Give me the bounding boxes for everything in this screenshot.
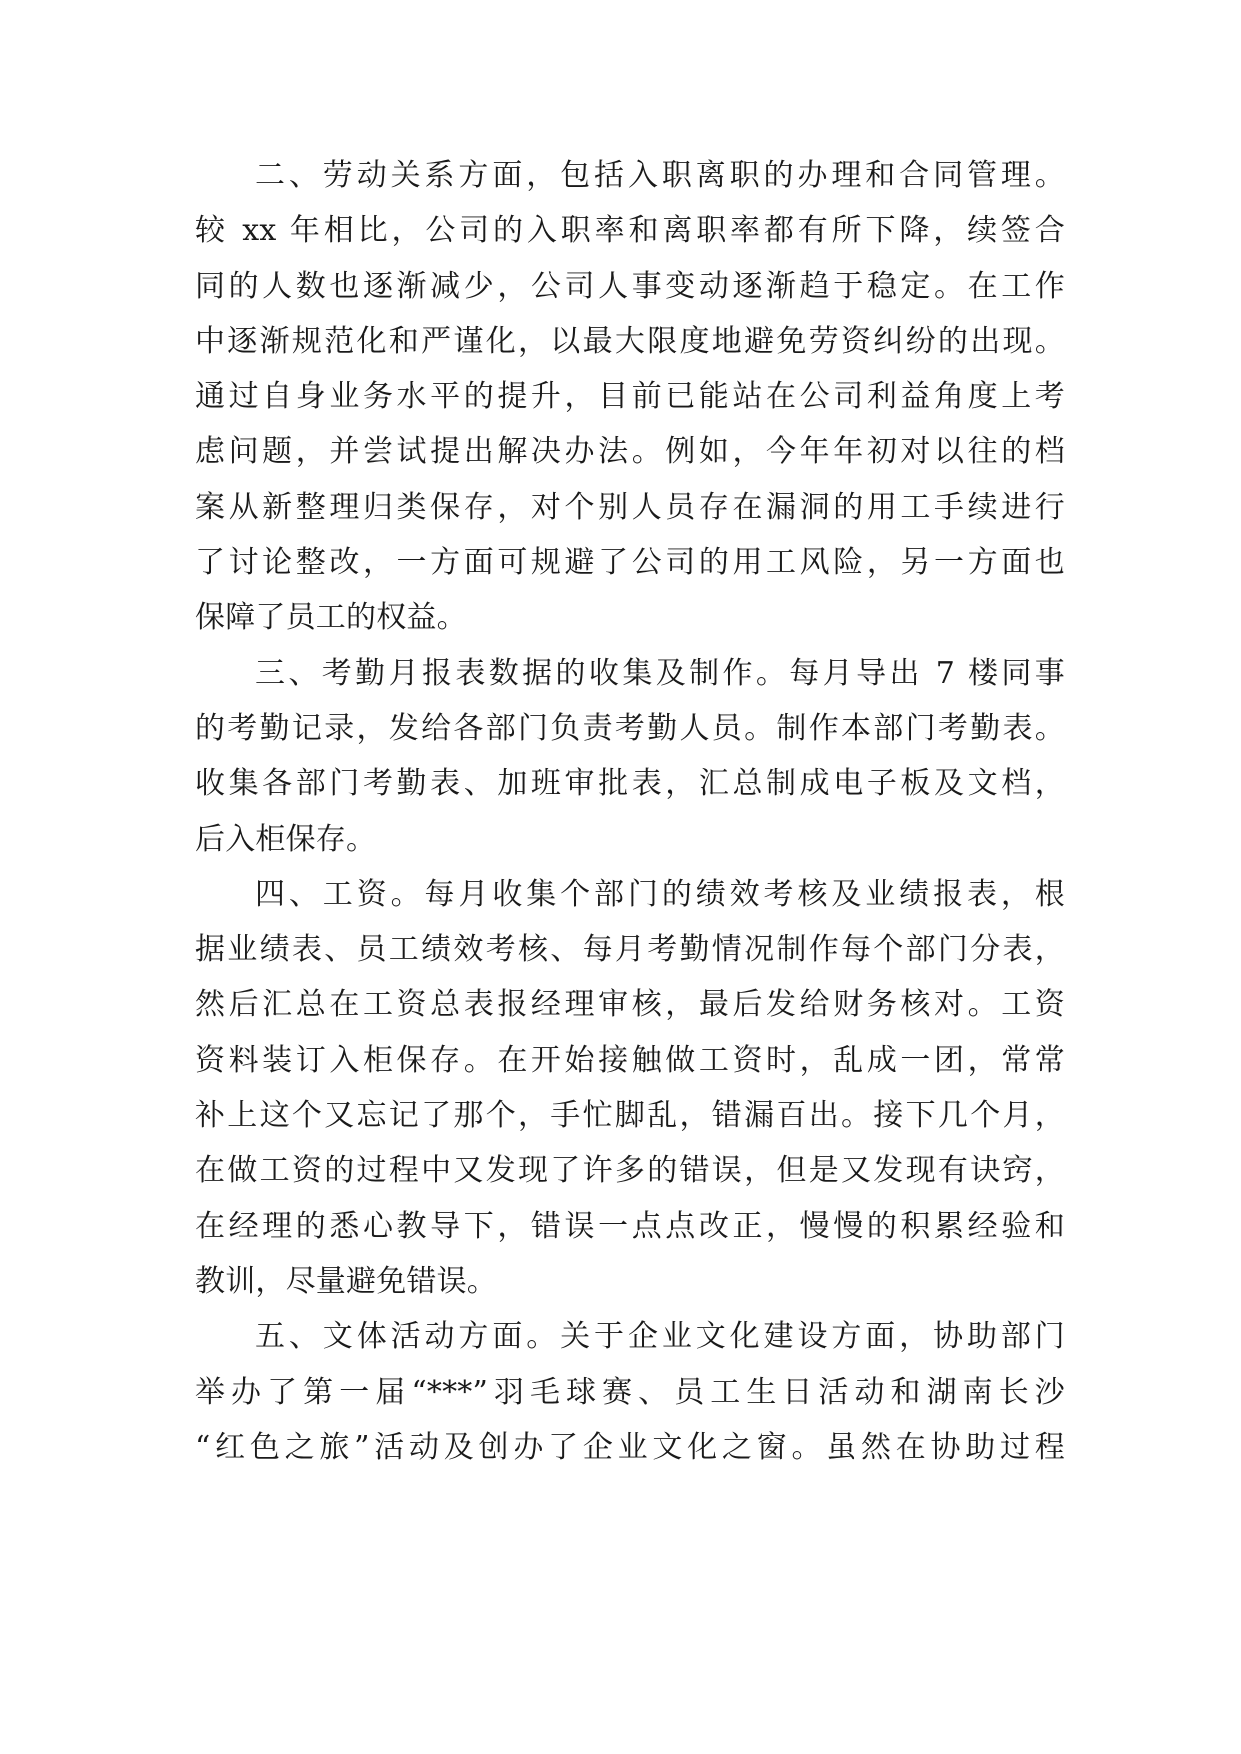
document-body (195, 148, 1065, 1475)
text-line: 的考勤记录，发给各部门负责考勤人员。制作本部门考勤表。 (195, 710, 1065, 746)
text-line: 二、劳动关系方面，包括入职离职的办理和合同管理。 (255, 158, 1065, 193)
text-line: “红色之旅”活动及创办了企业文化之窗。虽然在协助过程 (195, 1429, 1065, 1465)
paragraph-attendance (195, 646, 1065, 867)
paragraph-recreation (195, 1309, 1065, 1475)
text-line: 然后汇总在工资总表报经理审核，最后发给财务核对。工资 (195, 987, 1065, 1023)
paragraph-wages (195, 867, 1065, 1309)
text-line: 保障了员工的权益。 (195, 600, 467, 636)
text-line: 后入柜保存。 (195, 821, 377, 857)
text-line: 举办了第一届“***”羽毛球赛、员工生日活动和湖南长沙 (195, 1374, 1065, 1410)
text-line: 四、工资。每月收集个部门的绩效考核及业绩报表，根 (255, 876, 1065, 912)
text-line: 补上这个又忘记了那个，手忙脚乱，错漏百出。接下几个月， (195, 1098, 1065, 1134)
text-line: 五、文体活动方面。关于企业文化建设方面，协助部门 (255, 1319, 1065, 1355)
text-line: 据业绩表、员工绩效考核、每月考勤情况制作每个部门分表， (195, 932, 1065, 968)
text-line: 案从新整理归类保存，对个别人员存在漏洞的用工手续进行 (195, 489, 1065, 525)
text-line: 通过自身业务水平的提升，目前已能站在公司利益角度上考 (195, 379, 1065, 415)
text-line: 教训，尽量避免错误。 (195, 1263, 497, 1299)
text-line: 较 xx 年相比，公司的入职率和离职率都有所下降，续签合 (195, 213, 1065, 249)
text-line: 虑问题，并尝试提出解决办法。例如，今年年初对以往的档 (195, 434, 1065, 470)
text-line: 收集各部门考勤表、加班审批表，汇总制成电子板及文档， (195, 766, 1065, 802)
paragraph-labor-relations (195, 148, 1065, 646)
text-line: 中逐渐规范化和严谨化，以最大限度地避免劳资纠纷的出现。 (195, 323, 1065, 359)
text-line: 三、考勤月报表数据的收集及制作。每月导出 7 楼同事 (255, 655, 1065, 691)
text-line: 资料装订入柜保存。在开始接触做工资时，乱成一团，常常 (195, 1042, 1065, 1078)
text-line: 同的人数也逐渐减少，公司人事变动逐渐趋于稳定。在工作 (195, 268, 1065, 304)
text-line: 在经理的悉心教导下，错误一点点改正，慢慢的积累经验和 (195, 1208, 1065, 1244)
text-line: 在做工资的过程中又发现了许多的错误，但是又发现有诀窍， (195, 1153, 1065, 1189)
text-line: 了讨论整改，一方面可规避了公司的用工风险，另一方面也 (195, 545, 1065, 581)
